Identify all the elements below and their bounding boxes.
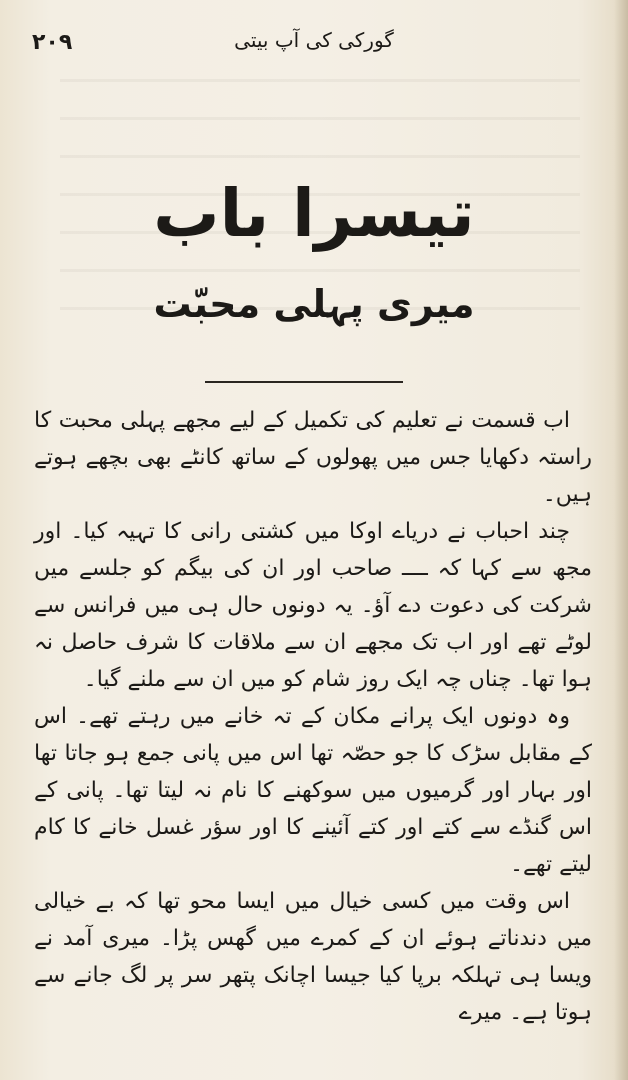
chapter-title: تیسرا باب [153,175,475,252]
page-number: ۲۰۹ [32,30,73,55]
page-header [0,26,628,66]
body-text [34,402,592,1031]
chapter-subtitle: میری پہلی محبّت [153,282,475,326]
title-divider [205,381,403,383]
paragraph: وہ دونوں ایک پرانے مکان کے تہ خانے میں رہتے تھے۔ اس کے مقابل سڑک کا جو حصّہ تھا اس میں پانی جمع ہو جاتا تھا اور بہار اور گرمیوں میں سوکھنے کا نام نہ لیتا تھا۔ پانی کے اس گنڈے سے کتے اور کتے آئینے کا اور سؤر غسل خانے کا کام لیتے تھے۔ [34,704,592,877]
running-title: گورکی کی آپ بیتی [234,28,394,52]
paragraph: چند احباب نے دریاے اوکا میں کشتی رانی کا تہیہ کیا۔ اور مجھ سے کہا کہ ــــ صاحب اور ان کی بیگم کو جلسے میں شرکت کی دعوت دے آؤ۔ یہ دونوں حال ہی میں فرانس سے لوٹے تھے اور اب تک مجھے ان سے ملاقات کا شرف حاصل نہ ہوا تھا۔ چناں چہ ایک روز شام کو میں ان سے ملنے گیا۔ [34,519,592,692]
page-edge-shadow [614,0,628,1080]
paragraph: اس وقت میں کسی خیال میں ایسا محو تھا کہ بے خیالی میں دندناتے ہوئے ان کے کمرے میں گھس پڑا۔ میری آمد نے ویسا ہی تہلکہ برپا کیا جیسا اچانک پتھر سر پر لگ جانے سے ہوتا ہے۔ میرے [34,889,592,1025]
paragraph: اب قسمت نے تعلیم کی تکمیل کے لیے مجھے پہلی محبت کا راستہ دکھایا جس میں پھولوں کے ساتھ کانٹے بھی بچھے ہوتے ہیں۔ [34,408,592,507]
